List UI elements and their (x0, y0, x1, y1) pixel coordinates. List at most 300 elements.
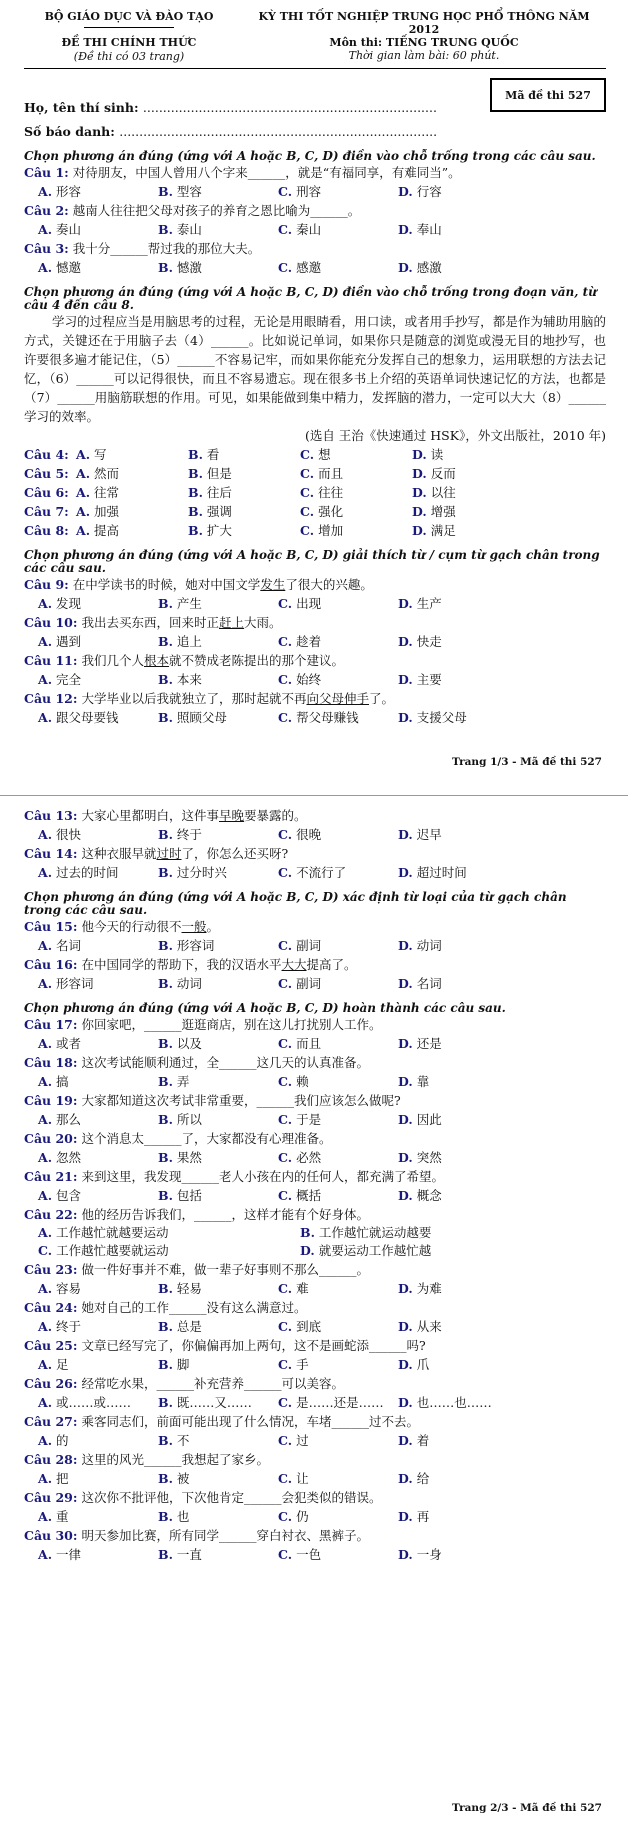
options-11 (24, 670, 606, 689)
option-b[interactable] (158, 1110, 278, 1129)
option-d[interactable] (398, 1393, 518, 1412)
question-30 (24, 1526, 606, 1545)
text: 所以 (176, 1112, 202, 1127)
text: B. (158, 1036, 173, 1051)
text: A. (38, 1471, 53, 1486)
option-a[interactable] (38, 825, 158, 844)
text: 我十分______帮过我的那位大夫。 (72, 241, 261, 256)
option-d[interactable] (398, 594, 518, 613)
option-a[interactable] (38, 1279, 158, 1298)
text: Câu 3: (24, 241, 69, 256)
option-b[interactable] (158, 863, 278, 882)
text: 她对自己的工作______没有这么满意过。 (81, 1300, 307, 1315)
option-a[interactable] (38, 670, 158, 689)
text: A. (38, 596, 53, 611)
options-12 (24, 708, 606, 727)
option-d[interactable] (398, 632, 518, 651)
option-a[interactable] (76, 521, 188, 540)
option-a[interactable] (38, 1507, 158, 1526)
option-a[interactable] (38, 1072, 158, 1091)
option-d[interactable] (398, 1469, 518, 1488)
text: 从来 (416, 1319, 442, 1334)
text: 足 (56, 1357, 69, 1372)
option-c[interactable] (278, 974, 398, 993)
options-13 (24, 825, 606, 844)
text: D. (412, 504, 427, 519)
text: 包括 (176, 1188, 202, 1203)
option-c[interactable] (278, 863, 398, 882)
text: 概念 (416, 1188, 442, 1203)
text: 来到这里，我发现______老人小孩在内的任何人，都充满了希望。 (81, 1169, 444, 1184)
text: A. (38, 827, 53, 842)
text: 而且 (318, 466, 344, 481)
text: A. (38, 672, 53, 687)
text: Câu 13: (24, 808, 78, 823)
text: C. (278, 1112, 293, 1127)
question-2 (24, 201, 606, 220)
exam-title: KỲ THI TỐT NGHIỆP TRUNG HỌC PHỔ THÔNG NĂM 2012 (258, 10, 590, 36)
text: A. (38, 865, 53, 880)
text: B. (158, 1471, 173, 1486)
text: 概括 (296, 1188, 322, 1203)
exam-code-box: Mã đề thi 527 (490, 78, 606, 112)
text: 靠 (416, 1074, 430, 1089)
options-16 (24, 974, 606, 993)
option-a[interactable] (38, 1545, 158, 1564)
text: 对待朋友，中国人曾用八个字来______，就是“有福同享，有难同当”。 (72, 165, 461, 180)
text: B. (158, 1509, 173, 1524)
option-b[interactable] (188, 445, 300, 464)
text: Câu 28: (24, 1452, 78, 1467)
text: B. (158, 1150, 173, 1165)
time-limit: Thời gian làm bài: 60 phút. (348, 49, 500, 62)
text: A. (76, 523, 91, 538)
text: D. (398, 1150, 413, 1165)
header-divider (24, 68, 606, 69)
option-b[interactable] (158, 1072, 278, 1091)
text: 想 (318, 447, 331, 462)
text: 搞 (56, 1074, 69, 1089)
option-d[interactable] (398, 1507, 518, 1526)
option-b[interactable] (158, 708, 278, 727)
option-a[interactable] (38, 1186, 158, 1205)
option-c[interactable] (278, 220, 398, 239)
option-b[interactable] (158, 1507, 278, 1526)
text: 名词 (416, 976, 442, 991)
option-b[interactable] (158, 182, 278, 201)
text: 过去的时间 (56, 865, 119, 880)
text: Câu 21: (24, 1169, 78, 1184)
option-a[interactable] (38, 220, 158, 239)
option-b[interactable] (158, 594, 278, 613)
option-a[interactable] (76, 464, 188, 483)
text: 照顾父母 (176, 710, 227, 725)
option-d[interactable] (412, 521, 524, 540)
text: 工作越忙就运动越要 (318, 1225, 432, 1240)
option-d[interactable] (300, 1242, 562, 1260)
options-19 (24, 1110, 606, 1129)
text: B. (300, 1225, 315, 1240)
option-b[interactable] (158, 1148, 278, 1167)
text: 必然 (296, 1150, 322, 1165)
option-c[interactable] (278, 1148, 398, 1167)
text: 副词 (296, 938, 322, 953)
sbd-field[interactable] (24, 122, 437, 142)
question-24 (24, 1298, 606, 1317)
question-1 (24, 163, 606, 182)
text: C. (278, 1319, 293, 1334)
option-b[interactable] (158, 1545, 278, 1564)
text: 就要运动工作越忙越 (318, 1243, 432, 1258)
text: Câu 7: (24, 504, 69, 519)
text: 也……也…… (416, 1395, 492, 1410)
option-c[interactable] (38, 1242, 300, 1260)
text: 憾邀 (56, 260, 82, 275)
text: 反而 (430, 466, 456, 481)
text: 感激 (416, 260, 442, 275)
question-7 (24, 502, 606, 521)
option-c[interactable] (278, 1186, 398, 1205)
option-d[interactable] (398, 1279, 518, 1298)
option-b[interactable] (158, 632, 278, 651)
option-c[interactable] (278, 1393, 398, 1412)
option-c[interactable] (278, 594, 398, 613)
text: 然而 (94, 466, 120, 481)
text: B. (158, 634, 173, 649)
text: A. (38, 634, 53, 649)
question-9 (24, 575, 606, 594)
option-a[interactable] (38, 1110, 158, 1129)
text: D. (398, 710, 413, 725)
question-20 (24, 1129, 606, 1148)
text: 以往 (430, 485, 456, 500)
text: C. (278, 938, 293, 953)
instruction: Chọn phương án đúng (ứng với A hoặc B, C, D) điền vào chỗ trống trong đoạn văn, từ câu 4 đến câu 8. (24, 285, 597, 312)
text: 动词 (176, 976, 202, 991)
text: 到底 (296, 1319, 322, 1334)
text: 总是 (176, 1319, 202, 1334)
text: 追上 (176, 634, 202, 649)
option-b[interactable] (188, 464, 300, 483)
option-a[interactable] (38, 1393, 158, 1412)
text: 加强 (94, 504, 120, 519)
text: A. (76, 466, 91, 481)
option-b[interactable] (300, 1224, 562, 1242)
options-28 (24, 1469, 606, 1488)
option-d[interactable] (412, 445, 524, 464)
option-a[interactable] (38, 1034, 158, 1053)
option-a[interactable] (38, 1355, 158, 1374)
option-c[interactable] (278, 1355, 398, 1374)
section-page-2 (24, 806, 606, 1564)
option-c[interactable] (278, 1072, 398, 1091)
text: 一直 (176, 1547, 202, 1562)
option-a[interactable] (38, 936, 158, 955)
question-17 (24, 1015, 606, 1034)
text: Câu 20: (24, 1131, 78, 1146)
text: Câu 27: (24, 1414, 78, 1429)
text: C. (278, 222, 293, 237)
text: 了，你怎么还买呀? (181, 846, 289, 861)
option-a[interactable] (38, 1317, 158, 1336)
text: 乘客同志们，前面可能出现了什么情况，车堵______过不去。 (81, 1414, 419, 1429)
option-d[interactable] (398, 1110, 518, 1129)
option-a[interactable] (38, 1469, 158, 1488)
option-c[interactable] (278, 1279, 398, 1298)
option-d[interactable] (398, 1355, 518, 1374)
text: Câu 9: (24, 577, 69, 592)
option-a[interactable] (38, 632, 158, 651)
option-c[interactable] (300, 483, 412, 502)
option-d[interactable] (398, 708, 518, 727)
option-b[interactable] (158, 936, 278, 955)
option-a[interactable] (76, 445, 188, 464)
text: 你回家吧，______逛逛商店，别在这儿打扰别人工作。 (81, 1017, 382, 1032)
text: 让 (296, 1471, 309, 1486)
text: Câu 1: (24, 165, 69, 180)
text: 我们几个人 (81, 653, 144, 668)
text: C. (278, 1074, 293, 1089)
text: A. (38, 1036, 53, 1051)
option-a[interactable] (76, 483, 188, 502)
option-d[interactable] (412, 464, 524, 483)
option-a[interactable] (38, 594, 158, 613)
option-c[interactable] (300, 445, 412, 464)
text: B. (158, 672, 173, 687)
text: Câu 4: (24, 447, 69, 462)
text: 憾激 (176, 260, 202, 275)
option-d[interactable] (398, 1186, 518, 1205)
text: B. (188, 504, 203, 519)
question-19 (24, 1091, 606, 1110)
option-c[interactable] (278, 1545, 398, 1564)
text: Câu 8: (24, 523, 69, 538)
option-c[interactable] (278, 825, 398, 844)
option-c[interactable] (278, 936, 398, 955)
text: 这次你不批评他，下次他肯定______会犯类似的错误。 (81, 1490, 382, 1505)
text: C. (278, 1188, 293, 1203)
text: 这个消息太______了，大家都没有心理准备。 (81, 1131, 332, 1146)
options-1 (24, 182, 606, 201)
text: B. (158, 184, 173, 199)
text: 支援父母 (416, 710, 467, 725)
option-a[interactable] (38, 182, 158, 201)
option-c[interactable] (278, 670, 398, 689)
text: B. (158, 865, 173, 880)
option-d[interactable] (398, 220, 518, 239)
option-b[interactable] (188, 483, 300, 502)
option-c[interactable] (278, 708, 398, 727)
text: D. (398, 1281, 413, 1296)
text: 越南人往往把父母对孩子的养育之恩比喻为______。 (72, 203, 361, 218)
option-b[interactable] (188, 521, 300, 540)
option-d[interactable] (398, 863, 518, 882)
text: 增强 (430, 504, 456, 519)
text: 是……还是…… (296, 1395, 384, 1410)
text: 要暴露的。 (244, 808, 307, 823)
option-c[interactable] (278, 1317, 398, 1336)
text: D. (398, 1433, 413, 1448)
question-16 (24, 955, 606, 974)
option-b[interactable] (158, 974, 278, 993)
option-d[interactable] (412, 483, 524, 502)
text: A. (38, 1112, 53, 1127)
text: 往后 (206, 485, 232, 500)
option-b[interactable] (158, 1279, 278, 1298)
option-d[interactable] (398, 825, 518, 844)
text: Câu 29: (24, 1490, 78, 1505)
exam-header (24, 0, 604, 64)
text: B. (158, 710, 173, 725)
option-b[interactable] (158, 1355, 278, 1374)
text: D. (398, 1319, 413, 1334)
text: 奏山 (56, 222, 82, 237)
option-b[interactable] (158, 220, 278, 239)
text: Câu 10: (24, 615, 78, 630)
option-d[interactable] (398, 182, 518, 201)
option-c[interactable] (278, 1110, 398, 1129)
text: D. (398, 1112, 413, 1127)
option-d[interactable] (398, 936, 518, 955)
text: A. (38, 1074, 53, 1089)
option-a[interactable] (38, 974, 158, 993)
text: A. (38, 1509, 53, 1524)
option-c[interactable] (278, 258, 398, 277)
option-b[interactable] (158, 1469, 278, 1488)
question-13 (24, 806, 606, 825)
option-d[interactable] (398, 974, 518, 993)
text: 经常吃水果，______补充营养______可以美容。 (81, 1376, 344, 1391)
text: 我出去买东西，回来时正 (81, 615, 219, 630)
text: 不 (176, 1433, 190, 1448)
text: A. (38, 976, 53, 991)
underlined-word: 一般 (181, 919, 207, 934)
text: D. (398, 827, 413, 842)
question-4 (24, 445, 606, 464)
text: 而且 (296, 1036, 322, 1051)
instruction: Chọn phương án đúng (ứng với A hoặc B, C, D) điền vào chỗ trống trong các câu sau. (24, 149, 596, 163)
text: 。 (206, 919, 220, 934)
text: B. (158, 222, 173, 237)
text: 快走 (416, 634, 442, 649)
text: D. (412, 447, 427, 462)
option-c[interactable] (278, 1469, 398, 1488)
text: 这里的风光______我想起了家乡。 (81, 1452, 269, 1467)
text: C. (278, 710, 293, 725)
name-field[interactable] (24, 98, 437, 118)
question-28 (24, 1450, 606, 1469)
option-a[interactable] (38, 1224, 300, 1242)
text: Câu 25: (24, 1338, 78, 1353)
option-d[interactable] (412, 502, 524, 521)
text: 往常 (94, 485, 120, 500)
text: 形容词 (176, 938, 215, 953)
text: C. (278, 634, 293, 649)
text: A. (38, 1547, 53, 1562)
option-b[interactable] (158, 825, 278, 844)
text: 奉山 (416, 222, 442, 237)
option-b[interactable] (158, 1034, 278, 1053)
text: C. (278, 1357, 293, 1372)
text: C. (300, 485, 315, 500)
text: 但是 (206, 466, 232, 481)
text: 工作越忙就越要运动 (56, 1225, 169, 1240)
option-a[interactable] (38, 1431, 158, 1450)
text: 一律 (56, 1547, 82, 1562)
text: C. (278, 1150, 293, 1165)
option-a[interactable] (38, 1148, 158, 1167)
option-b[interactable] (158, 1393, 278, 1412)
options-22-row-1 (24, 1224, 606, 1242)
text: B. (158, 1395, 173, 1410)
option-d[interactable] (398, 670, 518, 689)
text: D. (398, 1357, 413, 1372)
option-c[interactable] (300, 521, 412, 540)
text: D. (398, 1509, 413, 1524)
option-b[interactable] (158, 1186, 278, 1205)
text: 赖 (296, 1074, 309, 1089)
options-20 (24, 1148, 606, 1167)
option-d[interactable] (398, 1545, 518, 1564)
option-a[interactable] (38, 258, 158, 277)
option-a[interactable] (38, 863, 158, 882)
option-d[interactable] (398, 1034, 518, 1053)
options-30 (24, 1545, 606, 1564)
name-label: Họ, tên thí sinh: (24, 100, 139, 115)
text: D. (412, 466, 427, 481)
text: 扩大 (206, 523, 232, 538)
instruction: Chọn phương án đúng (ứng với A hoặc B, C, D) giải thích từ / cụm từ gạch chân trong các câu sau. (24, 548, 600, 575)
text: 再 (416, 1509, 430, 1524)
text: A. (38, 1150, 53, 1165)
options-21 (24, 1186, 606, 1205)
ministry-name: BỘ GIÁO DỤC VÀ ĐÀO TẠO (44, 10, 214, 23)
option-b[interactable] (158, 1317, 278, 1336)
option-c[interactable] (300, 464, 412, 483)
text: Câu 2: (24, 203, 69, 218)
option-d[interactable] (398, 1148, 518, 1167)
text: 既……又…… (176, 1395, 252, 1410)
text: Câu 22: (24, 1207, 78, 1222)
option-d[interactable] (398, 1431, 518, 1450)
option-c[interactable] (278, 1034, 398, 1053)
text: A. (38, 1319, 53, 1334)
text: 形容词 (56, 976, 94, 991)
option-b[interactable] (158, 258, 278, 277)
text: 跟父母要钱 (56, 710, 119, 725)
option-d[interactable] (398, 1317, 518, 1336)
option-a[interactable] (76, 502, 188, 521)
option-d[interactable] (398, 258, 518, 277)
text: 秦山 (296, 222, 322, 237)
option-c[interactable] (278, 1431, 398, 1450)
text: 形容 (56, 184, 82, 199)
text: D. (398, 672, 413, 687)
option-b[interactable] (158, 1431, 278, 1450)
text: C. (278, 976, 293, 991)
page-footer-1: Trang 1/3 - Mã đề thi 527 (452, 756, 602, 768)
option-d[interactable] (398, 1072, 518, 1091)
option-c[interactable] (278, 632, 398, 651)
text: A. (76, 504, 91, 519)
option-c[interactable] (300, 502, 412, 521)
option-b[interactable] (188, 502, 300, 521)
option-b[interactable] (158, 670, 278, 689)
option-c[interactable] (278, 1507, 398, 1526)
option-c[interactable] (278, 182, 398, 201)
option-a[interactable] (38, 708, 158, 727)
text: 名词 (56, 938, 82, 953)
